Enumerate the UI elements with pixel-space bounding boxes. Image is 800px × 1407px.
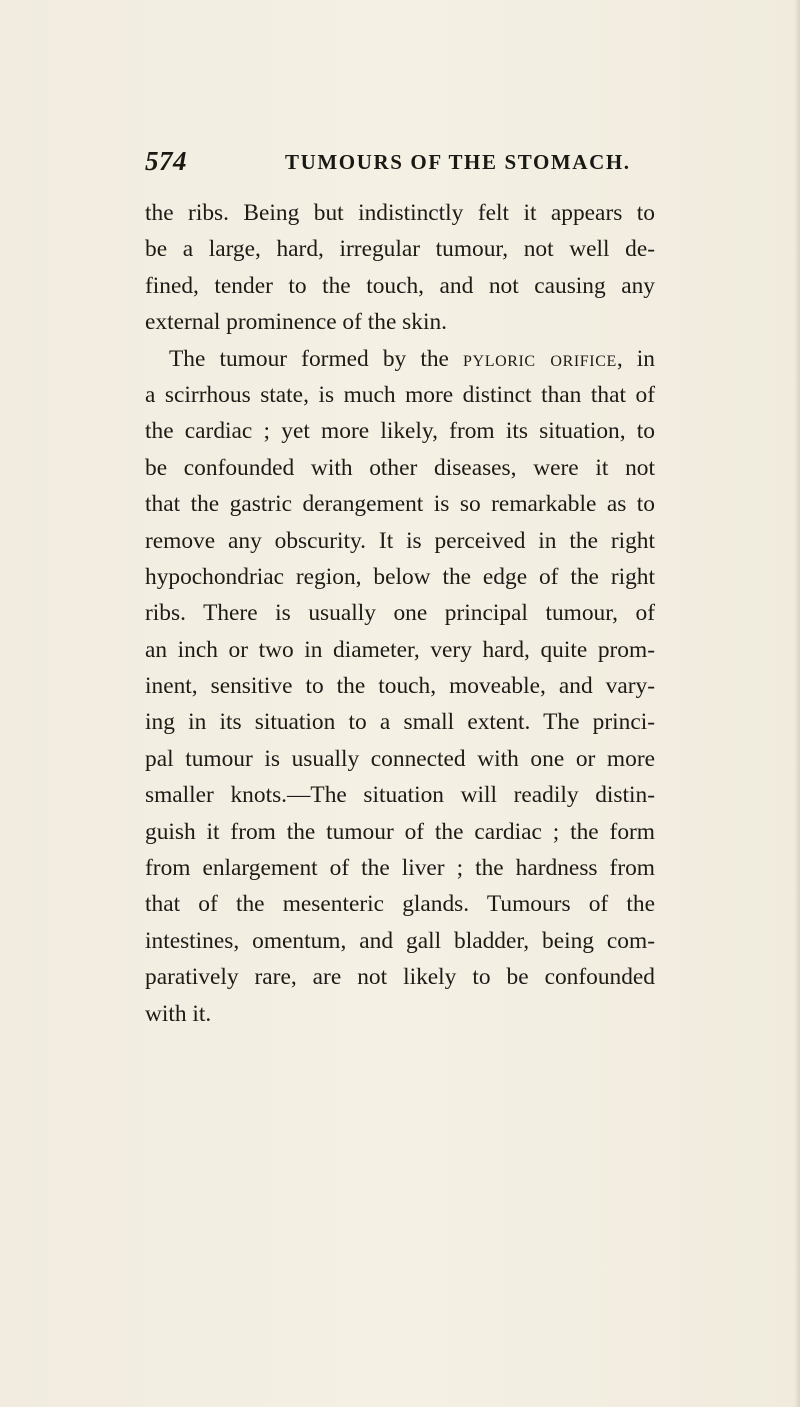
text-line: paratively rare, are not likely to be confounded <box>145 964 655 991</box>
text-line: smaller knots.—The situation will readily distin- <box>145 782 655 809</box>
text-line: guish it from the tumour of the cardiac ; the form <box>145 818 655 845</box>
text-line: be a large, hard, irregular tumour, not well de- <box>145 236 655 263</box>
small-caps-term: pyloric orifice <box>463 345 617 372</box>
text-line: remove any obscurity. It is perceived in the right <box>145 527 655 554</box>
text-line: a scirrhous state, is much more distinct than that of <box>145 381 655 408</box>
text-line: that of the mesenteric glands. Tumours of the <box>145 891 655 918</box>
paragraph-line <box>145 341 655 377</box>
text-line: ribs. There is usually one principal tumour, of <box>145 600 655 627</box>
text-line: the cardiac ; yet more likely, from its situation, to <box>145 418 655 445</box>
text-line: ing in its situation to a small extent. The princi- <box>145 709 655 736</box>
text-line: hypochondriac region, below the edge of the right <box>145 563 655 590</box>
text-line: inent, sensitive to the touch, moveable, and vary- <box>145 673 655 700</box>
text-line: the ribs. Being but indistinctly felt it appears to <box>145 200 655 226</box>
text-line: external prominence of the skin. <box>145 309 448 336</box>
text-line: an inch or two in diameter, very hard, quite prom- <box>145 636 655 663</box>
running-title: TUMOURS OF THE STOMACH. <box>285 150 631 174</box>
page-number: 574 <box>145 146 187 176</box>
running-head <box>145 145 665 177</box>
text-line: fined, tender to the touch, and not causing any <box>145 272 655 299</box>
text-line: pal tumour is usually connected with one or more <box>145 745 655 772</box>
text-line: from enlargement of the liver ; the hardness from <box>145 855 655 882</box>
page-edge-shadow <box>794 0 800 1407</box>
text-line: that the gastric derangement is so remarkable as to <box>145 491 655 518</box>
text-line: with it. <box>145 1000 212 1027</box>
text-line: intestines, omentum, and gall bladder, being com- <box>145 927 655 954</box>
text-fragment: The tumour formed by the <box>169 345 449 372</box>
text-line: be confounded with other diseases, were it not <box>145 454 655 481</box>
text-fragment: , in <box>616 345 656 372</box>
body-text <box>145 195 655 1032</box>
